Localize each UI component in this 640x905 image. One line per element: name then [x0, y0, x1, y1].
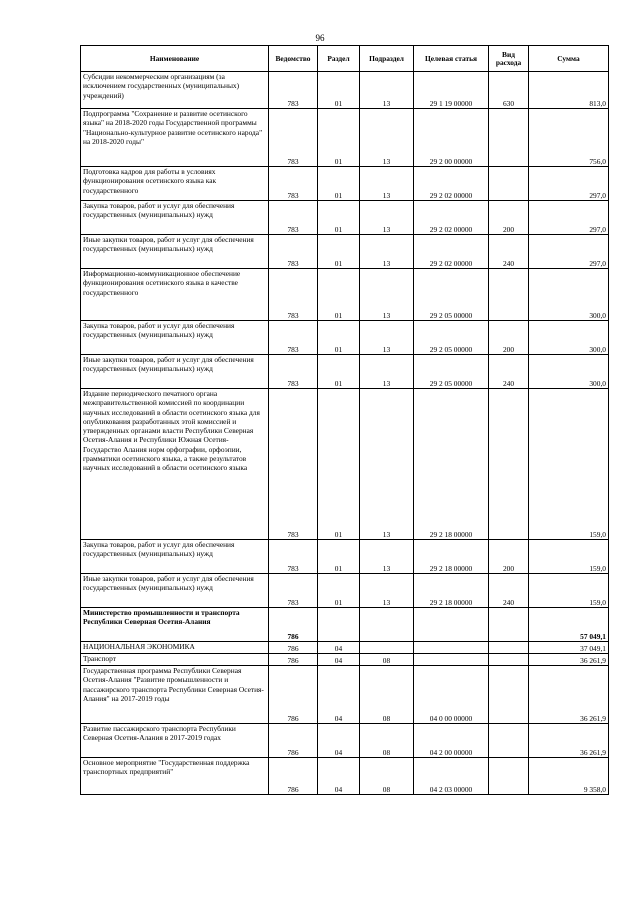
table-row	[81, 235, 609, 269]
row-name-cell: Субсидии некоммерческим организациям (за исключением государственных (муниципальных) учреждений)	[81, 72, 269, 109]
row-department-cell: 786	[269, 654, 318, 666]
row-subsection-cell: 08	[360, 654, 414, 666]
row-subsection-cell	[360, 608, 414, 642]
header-section: Раздел	[318, 46, 360, 72]
row-department-cell: 783	[269, 72, 318, 109]
row-section-cell: 04	[318, 666, 360, 724]
page-number: 96	[315, 33, 325, 43]
row-expense-type-cell	[489, 608, 529, 642]
row-target-article-cell: 29 1 19 00000	[414, 72, 489, 109]
row-amount-cell: 9 358,0	[529, 758, 609, 795]
header-subsection: Подраздел	[360, 46, 414, 72]
row-target-article-cell: 29 2 05 00000	[414, 355, 489, 389]
row-subsection-cell: 13	[360, 201, 414, 235]
row-amount-cell: 300,0	[529, 355, 609, 389]
row-subsection-cell	[360, 642, 414, 654]
row-name-cell: Иные закупки товаров, работ и услуг для обеспечения государственных (муниципальных) нужд	[81, 235, 269, 269]
row-subsection-cell: 13	[360, 574, 414, 608]
row-subsection-cell: 08	[360, 758, 414, 795]
row-department-cell: 783	[269, 389, 318, 540]
row-name-cell: Министерство промышленности и транспорта Республики Северная Осетия-Алания	[81, 608, 269, 642]
row-name-cell: Информационно-коммуникационное обеспечение функционирования осетинского языка в качестве государственного	[81, 269, 269, 321]
row-target-article-cell: 29 2 02 00000	[414, 167, 489, 201]
row-department-cell: 783	[269, 109, 318, 167]
row-target-article-cell: 04 2 00 00000	[414, 724, 489, 758]
row-expense-type-cell: 240	[489, 574, 529, 608]
row-subsection-cell: 13	[360, 321, 414, 355]
row-name-cell: Государственная программа Республики Северная Осетия-Алания "Развитие промышленности и пассажирского транспорта Республики Северная Осетия-Алания" на 2017-2019 годы	[81, 666, 269, 724]
row-department-cell: 783	[269, 235, 318, 269]
row-section-cell: 01	[318, 109, 360, 167]
row-amount-cell: 159,0	[529, 574, 609, 608]
row-amount-cell: 297,0	[529, 235, 609, 269]
row-target-article-cell: 29 2 18 00000	[414, 540, 489, 574]
row-target-article-cell: 04 0 00 00000	[414, 666, 489, 724]
table-header-row	[81, 46, 609, 72]
row-amount-cell: 297,0	[529, 201, 609, 235]
row-department-cell: 783	[269, 269, 318, 321]
row-amount-cell: 37 049,1	[529, 642, 609, 654]
table-row	[81, 72, 609, 109]
row-subsection-cell: 13	[360, 269, 414, 321]
row-expense-type-cell: 240	[489, 355, 529, 389]
row-name-cell: Иные закупки товаров, работ и услуг для обеспечения государственных (муниципальных) нужд	[81, 355, 269, 389]
row-department-cell: 783	[269, 201, 318, 235]
row-subsection-cell: 13	[360, 72, 414, 109]
row-name-cell: Закупка товаров, работ и услуг для обеспечения государственных (муниципальных) нужд	[81, 321, 269, 355]
row-subsection-cell: 08	[360, 666, 414, 724]
header-name: Наименование	[81, 46, 269, 72]
row-expense-type-cell	[489, 654, 529, 666]
row-section-cell: 01	[318, 540, 360, 574]
row-department-cell: 786	[269, 758, 318, 795]
row-department-cell: 786	[269, 666, 318, 724]
table-row	[81, 758, 609, 795]
table-row	[81, 608, 609, 642]
row-section-cell: 01	[318, 269, 360, 321]
table-row	[81, 321, 609, 355]
row-target-article-cell: 29 2 05 00000	[414, 321, 489, 355]
row-amount-cell: 36 261,9	[529, 724, 609, 758]
row-subsection-cell: 08	[360, 724, 414, 758]
row-target-article-cell	[414, 608, 489, 642]
table-row	[81, 109, 609, 167]
row-department-cell: 786	[269, 724, 318, 758]
row-amount-cell: 300,0	[529, 321, 609, 355]
row-section-cell: 04	[318, 642, 360, 654]
row-amount-cell: 297,0	[529, 167, 609, 201]
row-section-cell: 04	[318, 654, 360, 666]
row-section-cell: 01	[318, 389, 360, 540]
row-target-article-cell: 04 2 03 00000	[414, 758, 489, 795]
row-section-cell: 01	[318, 167, 360, 201]
table-row	[81, 724, 609, 758]
header-target-article: Целевая статья	[414, 46, 489, 72]
row-expense-type-cell	[489, 666, 529, 724]
table-row	[81, 642, 609, 654]
row-name-cell: Подготовка кадров для работы в условиях функционирования осетинского языка как государственного	[81, 167, 269, 201]
row-expense-type-cell	[489, 109, 529, 167]
header-amount: Сумма	[529, 46, 609, 72]
row-target-article-cell	[414, 642, 489, 654]
row-subsection-cell: 13	[360, 540, 414, 574]
row-section-cell: 01	[318, 201, 360, 235]
row-name-cell: Закупка товаров, работ и услуг для обеспечения государственных (муниципальных) нужд	[81, 540, 269, 574]
row-department-cell: 783	[269, 540, 318, 574]
row-target-article-cell: 29 2 18 00000	[414, 389, 489, 540]
row-amount-cell: 756,0	[529, 109, 609, 167]
row-amount-cell: 57 049,1	[529, 608, 609, 642]
table-row	[81, 666, 609, 724]
row-subsection-cell: 13	[360, 109, 414, 167]
row-section-cell: 04	[318, 758, 360, 795]
row-expense-type-cell: 630	[489, 72, 529, 109]
table-row	[81, 540, 609, 574]
row-amount-cell: 36 261,9	[529, 666, 609, 724]
row-section-cell: 01	[318, 72, 360, 109]
row-department-cell: 783	[269, 574, 318, 608]
row-department-cell: 783	[269, 355, 318, 389]
row-target-article-cell: 29 2 02 00000	[414, 235, 489, 269]
row-expense-type-cell	[489, 167, 529, 201]
row-expense-type-cell	[489, 389, 529, 540]
row-section-cell	[318, 608, 360, 642]
row-name-cell: Издание периодического печатного органа межправительственной комиссией по координации научных исследований в области осетинского языка для опубликования разработанных этой комиссией и утвержденных органами власти Республики Северная Осетия-Алания и Республики Южная Осетия-Государство Алания норм орфографии, орфоэпии, грамматики осетинского языка, а также результатов научных исследований в области осетинского языка	[81, 389, 269, 540]
row-expense-type-cell: 240	[489, 235, 529, 269]
row-subsection-cell: 13	[360, 167, 414, 201]
row-department-cell: 786	[269, 608, 318, 642]
table-row	[81, 574, 609, 608]
budget-table	[80, 45, 609, 795]
table-row	[81, 167, 609, 201]
header-expense-type: Вид расхода	[489, 46, 529, 72]
table-row	[81, 355, 609, 389]
row-subsection-cell: 13	[360, 235, 414, 269]
header-department: Ведомство	[269, 46, 318, 72]
table-row	[81, 389, 609, 540]
row-amount-cell: 159,0	[529, 389, 609, 540]
row-name-cell: Подпрограмма "Сохранение и развитие осетинского языка" на 2018-2020 годы Государственной программы "Национально-культурное развитие осетинского народа" на 2018-2020 годы"	[81, 109, 269, 167]
row-section-cell: 04	[318, 724, 360, 758]
row-expense-type-cell: 200	[489, 201, 529, 235]
row-department-cell: 786	[269, 642, 318, 654]
row-name-cell: Транспорт	[81, 654, 269, 666]
row-amount-cell: 813,0	[529, 72, 609, 109]
row-expense-type-cell	[489, 758, 529, 795]
row-section-cell: 01	[318, 321, 360, 355]
row-expense-type-cell	[489, 642, 529, 654]
row-name-cell: Иные закупки товаров, работ и услуг для обеспечения государственных (муниципальных) нужд	[81, 574, 269, 608]
table-row	[81, 269, 609, 321]
row-target-article-cell: 29 2 18 00000	[414, 574, 489, 608]
row-expense-type-cell: 200	[489, 540, 529, 574]
row-expense-type-cell: 200	[489, 321, 529, 355]
row-name-cell: Развитие пассажирского транспорта Республики Северная Осетия-Алания в 2017-2019 годах	[81, 724, 269, 758]
row-amount-cell: 36 261,9	[529, 654, 609, 666]
row-expense-type-cell	[489, 269, 529, 321]
row-section-cell: 01	[318, 574, 360, 608]
row-name-cell: НАЦИОНАЛЬНАЯ ЭКОНОМИКА	[81, 642, 269, 654]
row-subsection-cell: 13	[360, 355, 414, 389]
row-department-cell: 783	[269, 321, 318, 355]
row-section-cell: 01	[318, 235, 360, 269]
row-amount-cell: 300,0	[529, 269, 609, 321]
row-subsection-cell: 13	[360, 389, 414, 540]
row-section-cell: 01	[318, 355, 360, 389]
row-name-cell: Закупка товаров, работ и услуг для обеспечения государственных (муниципальных) нужд	[81, 201, 269, 235]
row-department-cell: 783	[269, 167, 318, 201]
table-row	[81, 201, 609, 235]
row-target-article-cell: 29 2 00 00000	[414, 109, 489, 167]
table-row	[81, 654, 609, 666]
row-target-article-cell: 29 2 05 00000	[414, 269, 489, 321]
row-amount-cell: 159,0	[529, 540, 609, 574]
row-expense-type-cell	[489, 724, 529, 758]
row-name-cell: Основное мероприятие "Государственная поддержка транспортных предприятий"	[81, 758, 269, 795]
row-target-article-cell: 29 2 02 00000	[414, 201, 489, 235]
row-target-article-cell	[414, 654, 489, 666]
